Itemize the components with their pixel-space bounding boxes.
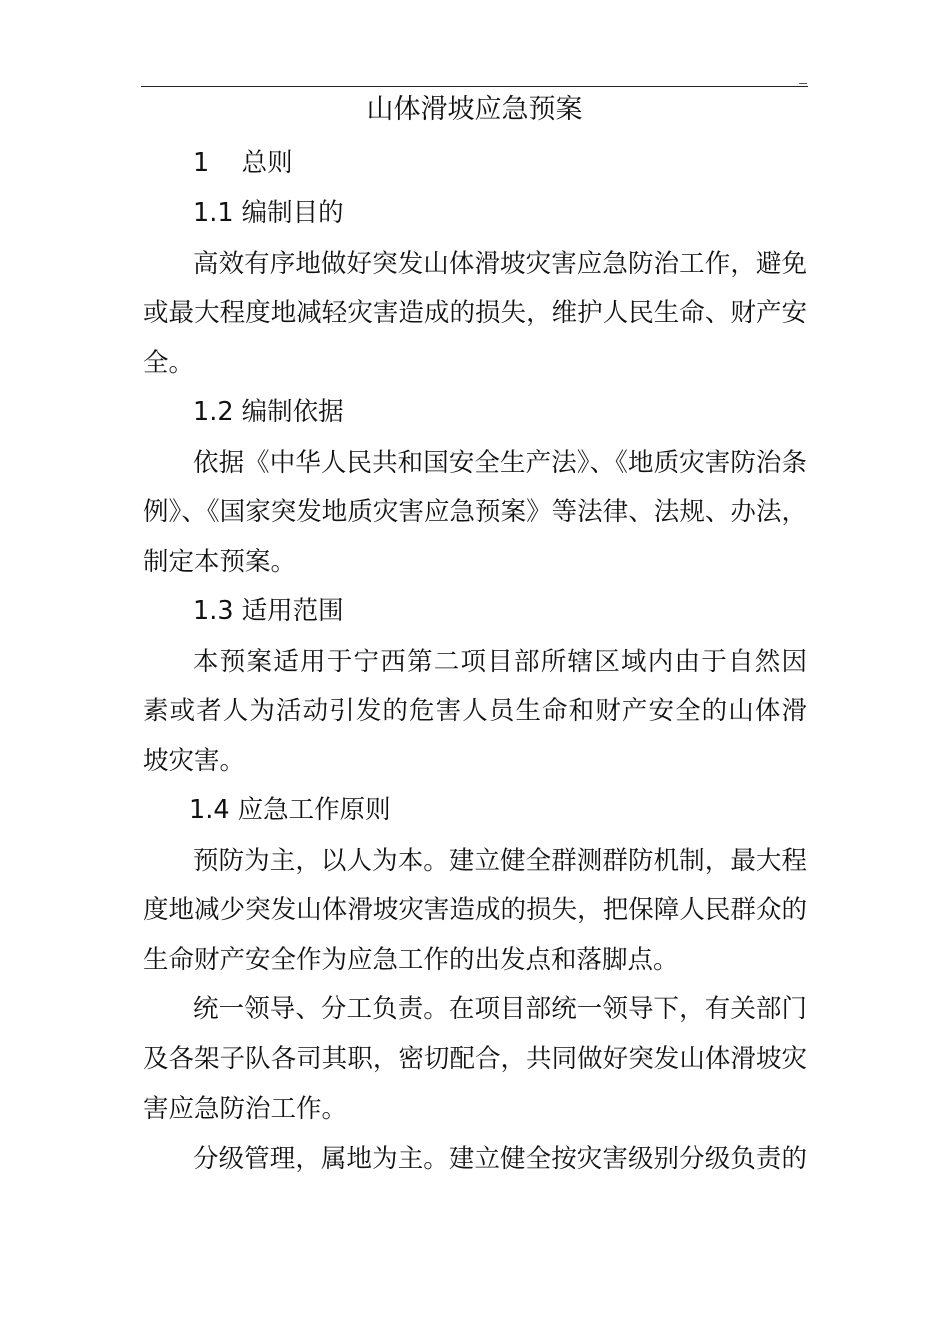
paragraph-line: 分级管理，属地为主。建立健全按灾害级别分级负责的 <box>193 1144 807 1174</box>
paragraph-line: 或最大程度地减轻灾害造成的损失，维护人民生命、财产安 <box>143 298 807 328</box>
paragraph-line: 度地减少突发山体滑坡灾害造成的损失，把保障人民群众的 <box>143 895 807 925</box>
section-heading-1: 1 总则 <box>193 148 293 178</box>
paragraph-line: 及各架子队各司其职，密切配合，共同做好突发山体滑坡灾 <box>143 1044 807 1074</box>
paragraph-line: 全。 <box>143 348 195 378</box>
document-title: 山体滑坡应急预案 <box>366 94 583 125</box>
paragraph-line: 高效有序地做好突发山体滑坡灾害应急防治工作，避免 <box>193 249 807 279</box>
paragraph-line: 素或者人为活动引发的危害人员生命和财产安全的山体滑 <box>143 696 807 726</box>
paragraph-line: 预防为主，以人为本。建立健全群测群防机制，最大程 <box>193 846 807 876</box>
paragraph-line: 害应急防治工作。 <box>143 1094 348 1124</box>
paragraph-line: 例》、《国家突发地质灾害应急预案》等法律、法规、办法， <box>143 497 807 527</box>
section-heading-1-1: 1.1 编制目的 <box>193 198 344 228</box>
paragraph-line: 依据《中华人民共和国安全生产法》、《地质灾害防治条 <box>193 448 807 478</box>
section-heading-1-4: 1.4 应急工作原则 <box>189 795 391 825</box>
paragraph-line: 本预案适用于宁西第二项目部所辖区域内由于自然因 <box>193 647 807 677</box>
header-mark <box>799 83 807 84</box>
section-heading-1-2: 1.2 编制依据 <box>193 397 344 427</box>
paragraph-line: 制定本预案。 <box>143 547 297 577</box>
section-heading-1-3: 1.3 适用范围 <box>193 596 344 626</box>
header-rule <box>141 86 808 87</box>
paragraph-line: 坡灾害。 <box>143 746 246 776</box>
paragraph-line: 生命财产安全作为应急工作的出发点和落脚点。 <box>143 945 679 975</box>
paragraph-line: 统一领导、分工负责。在项目部统一领导下，有关部门 <box>193 994 807 1024</box>
